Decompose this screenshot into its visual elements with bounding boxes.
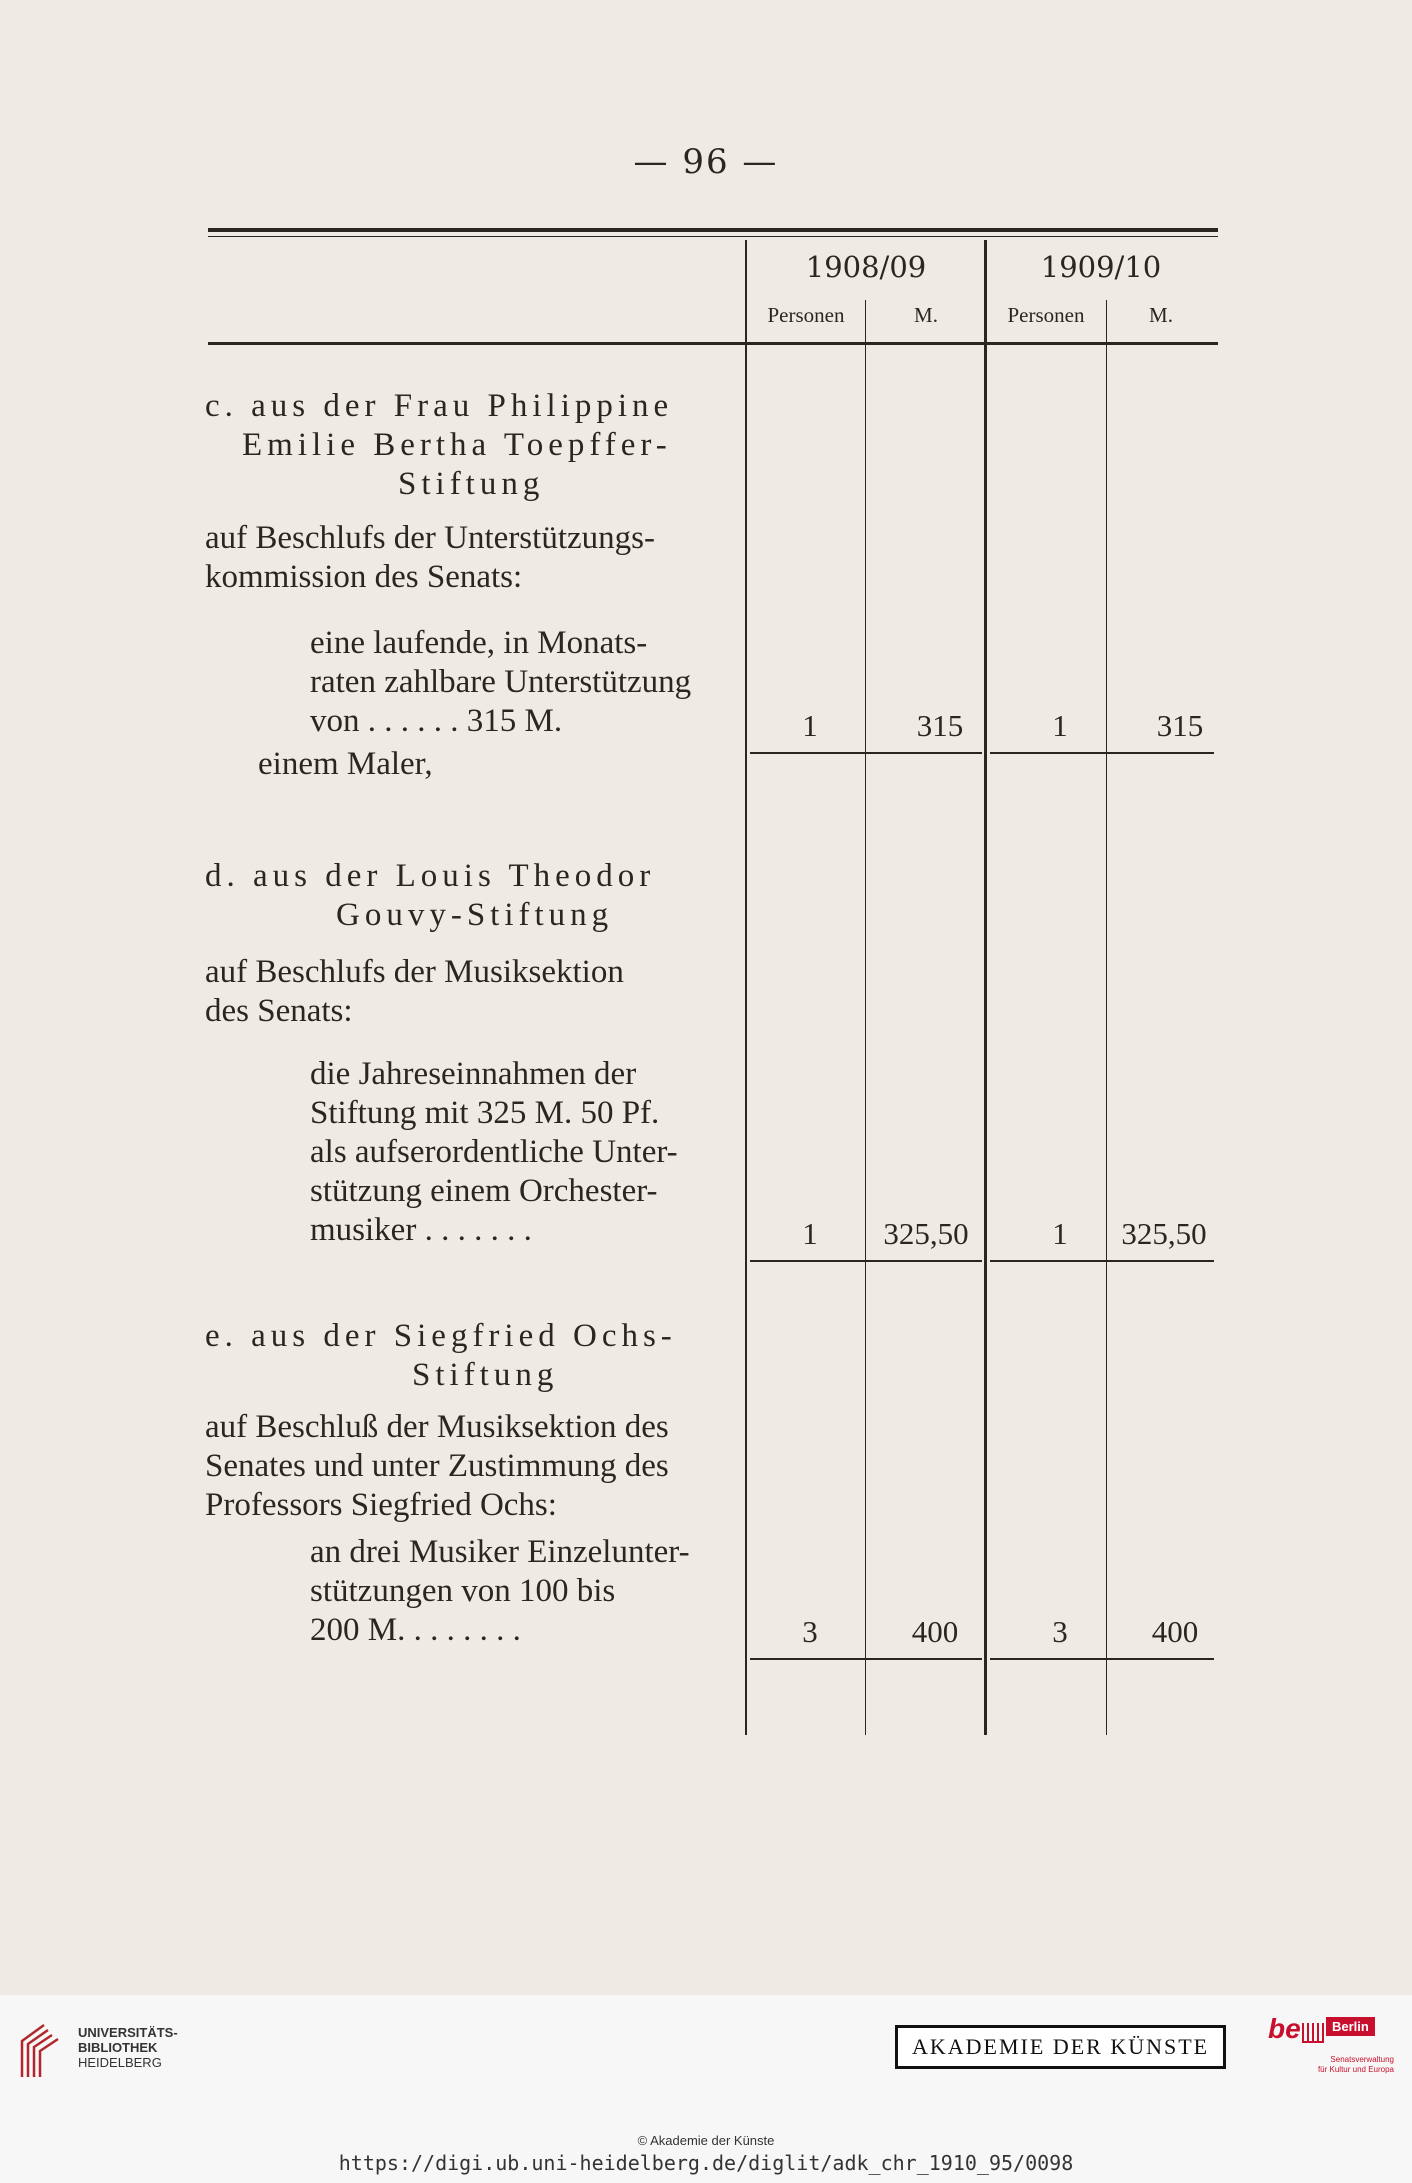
- column-line-3: [984, 240, 987, 1735]
- header-year-1909: 1909/10: [1040, 250, 1162, 284]
- section-e-detail-3: 200 M. . . . . . . .: [310, 1612, 521, 1648]
- section-e-personen-1908: 3: [802, 1614, 818, 1649]
- section-e-detail-1: an drei Musiker Einzelunter-: [310, 1534, 690, 1570]
- section-c-personen-1908: 1: [802, 708, 818, 743]
- section-c-m-1908: 315: [916, 708, 964, 743]
- section-e-brace-2: [990, 1654, 1214, 1660]
- section-d-title-2: Gouvy-Stiftung: [336, 897, 614, 933]
- section-d-detail-1: die Jahreseinnahmen der: [310, 1056, 637, 1092]
- column-line-2: [865, 300, 866, 1735]
- section-d-brace-2: [990, 1256, 1214, 1262]
- section-d-brace-1: [750, 1256, 982, 1262]
- section-e-title-2: Stiftung: [412, 1357, 559, 1393]
- section-d-detail-3: als aufserordentliche Unter-: [310, 1134, 678, 1170]
- top-rule-thick: [208, 228, 1218, 232]
- section-c-title-2: Emilie Bertha Toepffer-: [242, 427, 672, 463]
- header-m-2: M.: [1149, 303, 1173, 327]
- section-e-decision-2: Senates und unter Zustimmung des: [205, 1448, 669, 1484]
- section-c-title-1: c. aus der Frau Philippine: [205, 388, 674, 424]
- section-c-personen-1909: 1: [1052, 708, 1068, 743]
- section-e-title-1: e. aus der Siegfried Ochs-: [205, 1318, 677, 1354]
- section-d-personen-1909: 1: [1052, 1216, 1068, 1251]
- section-d-detail-5: musiker . . . . . . .: [310, 1212, 532, 1248]
- section-d-decision-1: auf Beschlufs der Musiksektion: [205, 954, 624, 990]
- section-e-m-1908: 400: [911, 1614, 959, 1649]
- berlin-sub-line-1: Senatsverwaltung: [1330, 2055, 1394, 2064]
- header-personen-1: Personen: [767, 303, 845, 327]
- berlin-sub-line-2: für Kultur und Europa: [1317, 2065, 1394, 2074]
- section-d-decision-2: des Senats:: [205, 993, 353, 1029]
- berlin-badge: Berlin: [1326, 2017, 1375, 2036]
- section-d-personen-1908: 1: [802, 1216, 818, 1251]
- header-rule: [208, 342, 1218, 345]
- section-c-decision-2: kommission des Senats:: [205, 559, 523, 595]
- section-c-detail-3: von . . . . . . 315 M.: [310, 703, 563, 739]
- berlin-be-mark: be: [1268, 2013, 1301, 2044]
- section-e-decision-1: auf Beschluß der Musiksektion des: [205, 1409, 669, 1445]
- section-d-m-1908: 325,50: [883, 1216, 969, 1251]
- column-line-4: [1106, 300, 1107, 1735]
- header-m-1: M.: [914, 303, 938, 327]
- ub-heidelberg-logo-icon: [14, 2019, 66, 2081]
- top-rule-thin: [208, 236, 1218, 237]
- akademie-der-kuenste-logo: AKADEMIE DER KÜNSTE: [895, 2025, 1226, 2069]
- section-c-detail-1: eine laufende, in Monats-: [310, 625, 648, 661]
- library-name-line-3: HEIDELBERG: [78, 2055, 162, 2070]
- section-e-personen-1909: 3: [1052, 1614, 1068, 1649]
- berlin-senate-logo: [1268, 2013, 1394, 2083]
- section-c-decision-1: auf Beschlufs der Unterstützungs-: [205, 520, 655, 556]
- page-number: — 96 —: [633, 142, 779, 182]
- header-personen-2: Personen: [1007, 303, 1085, 327]
- section-c-extra: einem Maler,: [258, 746, 433, 782]
- section-c-detail-2: raten zahlbare Unterstützung: [310, 664, 692, 700]
- library-name-line-1: UNIVERSITÄTS-: [78, 2025, 178, 2040]
- source-url-link[interactable]: https://digi.ub.uni-heidelberg.de/diglit/adk_chr_1910_95/0098: [338, 2151, 1074, 2175]
- section-d-m-1909: 325,50: [1121, 1216, 1207, 1251]
- section-d-title-1: d. aus der Louis Theodor: [205, 858, 656, 894]
- library-name-line-2: BIBLIOTHEK: [78, 2040, 158, 2055]
- footer-bar: [0, 1995, 1412, 2183]
- column-line-1: [745, 240, 747, 1735]
- copyright-notice: © Akademie der Künste: [637, 2133, 775, 2148]
- section-e-decision-3: Professors Siegfried Ochs:: [205, 1487, 557, 1523]
- library-name: [78, 2025, 178, 2070]
- section-d-detail-2: Stiftung mit 325 M. 50 Pf.: [310, 1095, 660, 1131]
- section-c-m-1909: 315: [1156, 708, 1204, 743]
- header-year-1908: 1908/09: [805, 250, 927, 284]
- section-c-brace-2: [990, 748, 1214, 754]
- section-e-m-1909: 400: [1151, 1614, 1199, 1649]
- berlin-bars-icon: [1302, 2023, 1324, 2043]
- section-c-title-3: Stiftung: [398, 466, 545, 502]
- section-d-detail-4: stützung einem Orchester-: [310, 1173, 658, 1209]
- section-e-brace-1: [750, 1654, 982, 1660]
- section-e-detail-2: stützungen von 100 bis: [310, 1573, 616, 1609]
- section-c-brace-1: [750, 748, 982, 754]
